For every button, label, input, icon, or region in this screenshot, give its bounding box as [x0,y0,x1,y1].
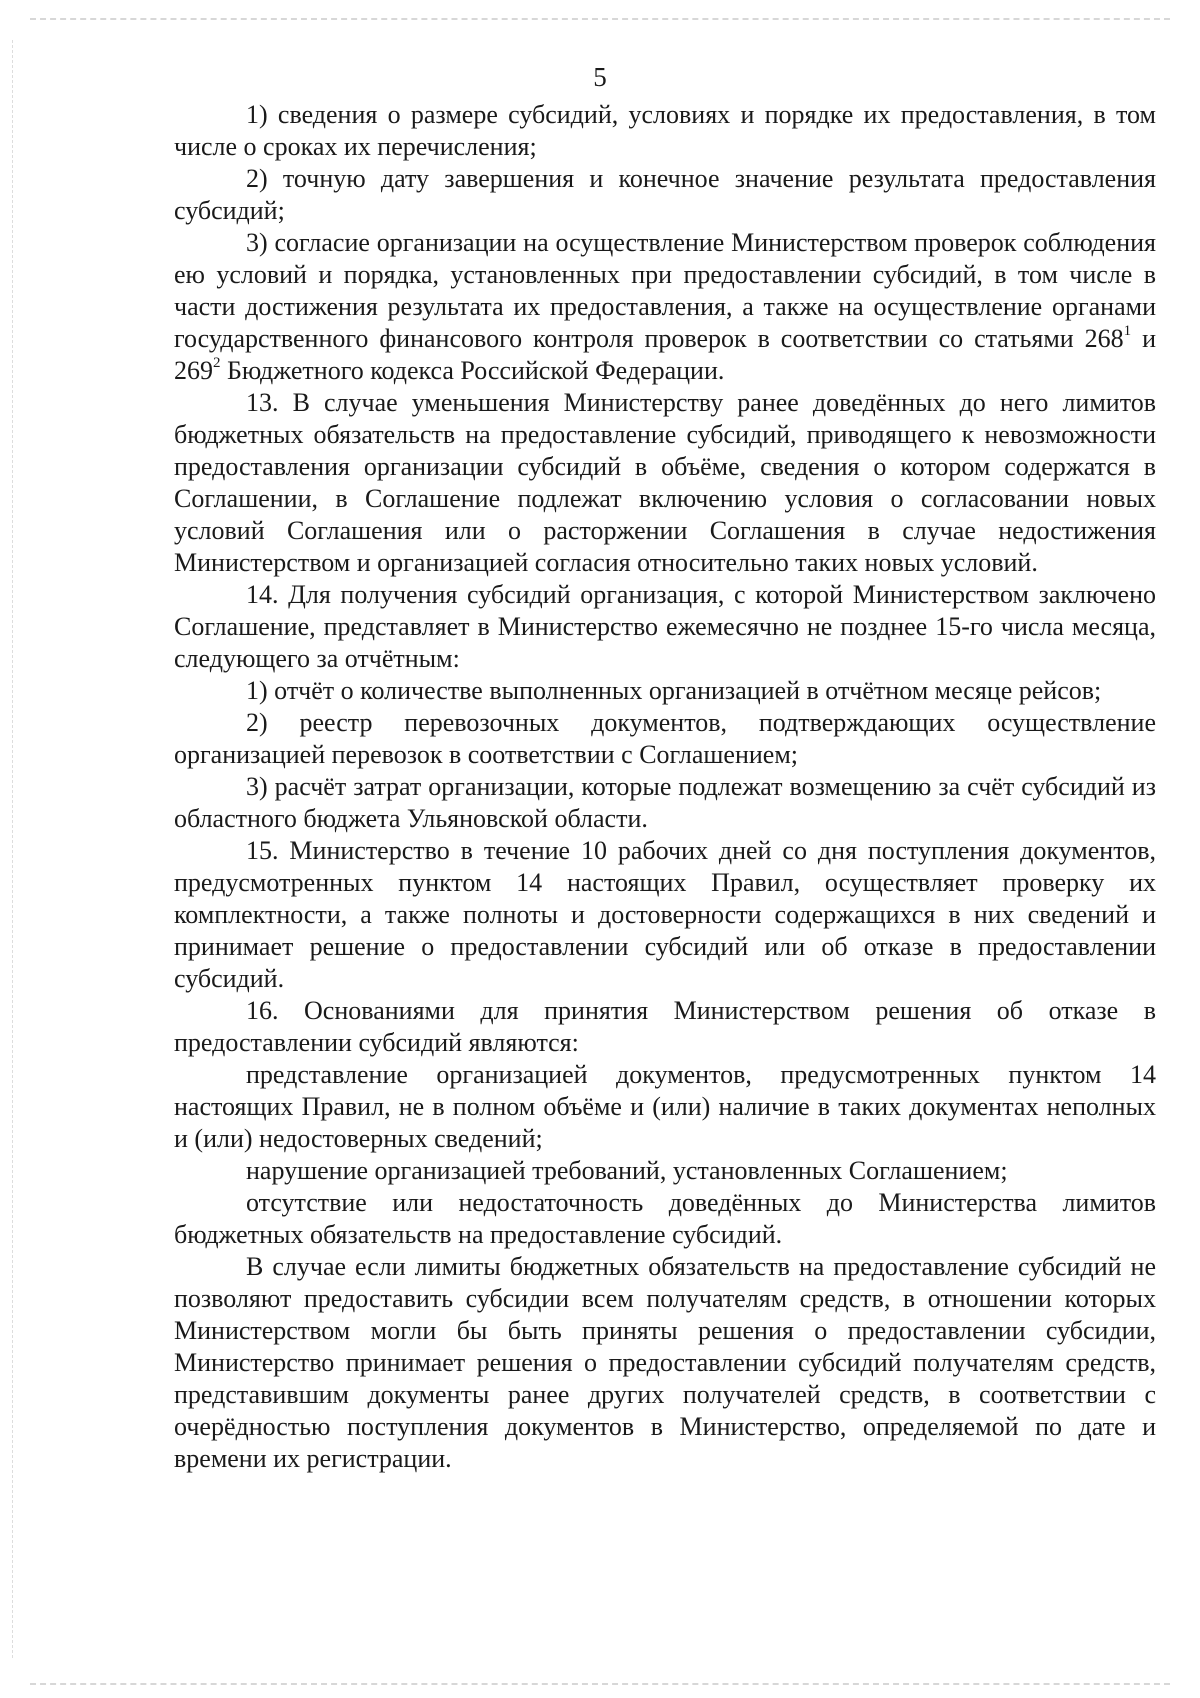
paragraph-16-reason-3: отсутствие или недостаточность доведённых до Министерства лимитов бюджетных обязательств на предоставление субсидий. [174,1188,1156,1249]
scan-edge-top [30,18,1170,20]
paragraph-3-text-middle: и [1131,324,1156,353]
article-269-superscript: 2 [213,355,221,372]
paragraph-16: 16. Основаниями для принятия Министерством решения об отказе в предоставлении субсидий являются: [174,996,1156,1057]
document-body [174,99,1156,1475]
paragraph-14-item-2: 2) реестр перевозочных документов, подтверждающих осуществление организацией перевозок в соответствии с Соглашением; [174,708,1156,769]
paragraph-14-item-3: 3) расчёт затрат организации, которые подлежат возмещению за счёт субсидий из областного бюджета Ульяновской области. [174,772,1156,833]
paragraph-3 [174,227,1156,387]
paragraph-1: 1) сведения о размере субсидий, условиях и порядке их предоставления, в том числе о сроках их перечисления; [174,100,1156,161]
article-268-superscript: 1 [1123,323,1132,340]
paragraph-14: 14. Для получения субсидий организация, с которой Министерством заключено Соглашение, представляет в Министерство ежемесячно не позднее 15-го числа месяца, следующего за отчётным: [174,580,1156,673]
paragraph-16-reason-1: представление организацией документов, предусмотренных пунктом 14 настоящих Правил, не в полном объёме и (или) наличие в таких документах неполных и (или) недостоверных сведений; [174,1060,1156,1153]
paragraph-2: 2) точную дату завершения и конечное значение результата предоставления субсидий; [174,164,1156,225]
paragraph-15: 15. Министерство в течение 10 рабочих дней со дня поступления документов, предусмотренных пунктом 14 настоящих Правил, осуществляет проверку их комплектности, а также полноты и достоверности содержащихся в них сведений и принимает решение о предоставлении субсидий или об отказе в предоставлении субсидий. [174,836,1156,993]
paragraph-16-reason-2: нарушение организацией требований, установленных Соглашением; [246,1156,1008,1185]
paragraph-14-item-1: 1) отчёт о количестве выполненных организацией в отчётном месяце рейсов; [246,676,1102,705]
article-268: 268 [1084,324,1124,353]
page-number: 5 [593,62,607,92]
paragraph-3-text-start: 3) согласие организации на осуществление Министерством проверок соблюдения ею условий и порядка, установленных при предоставлении субсидий, в том числе в части достижения результата их предоставления, а также на осуществление органами государственного финансового контроля проверок в соответствии со статьями [174,228,1156,353]
paragraph-13: 13. В случае уменьшения Министерству ранее доведённых до него лимитов бюджетных обязательств на предоставление субсидий, приводящего к невозможности предоставления организации субсидий в объёме, сведения о котором содержатся в Соглашении, в Соглашение подлежат включению условия о согласовании новых условий Соглашения или о расторжении Соглашения в случае недостижения Министерством и организацией согласия относительно таких новых условий. [174,388,1156,577]
paragraph-3-text-end: Бюджетного кодекса Российской Федерации. [220,356,725,385]
article-269: 269 [174,356,213,385]
scan-edge-bottom [30,1683,1170,1685]
scan-edge-left [12,40,13,1658]
paragraph-final: В случае если лимиты бюджетных обязательств на предоставление субсидий не позволяют предоставить субсидии всем получателям средств, в отношении которых Министерством могли бы быть приняты решения о предоставлении субсидии, Министерство принимает решения о предоставлении субсидий получателям средств, представившим документы ранее других получателей средств, в соответствии с очерёдностью поступления документов в Министерство, определяемой по дате и времени их регистрации. [174,1252,1156,1473]
